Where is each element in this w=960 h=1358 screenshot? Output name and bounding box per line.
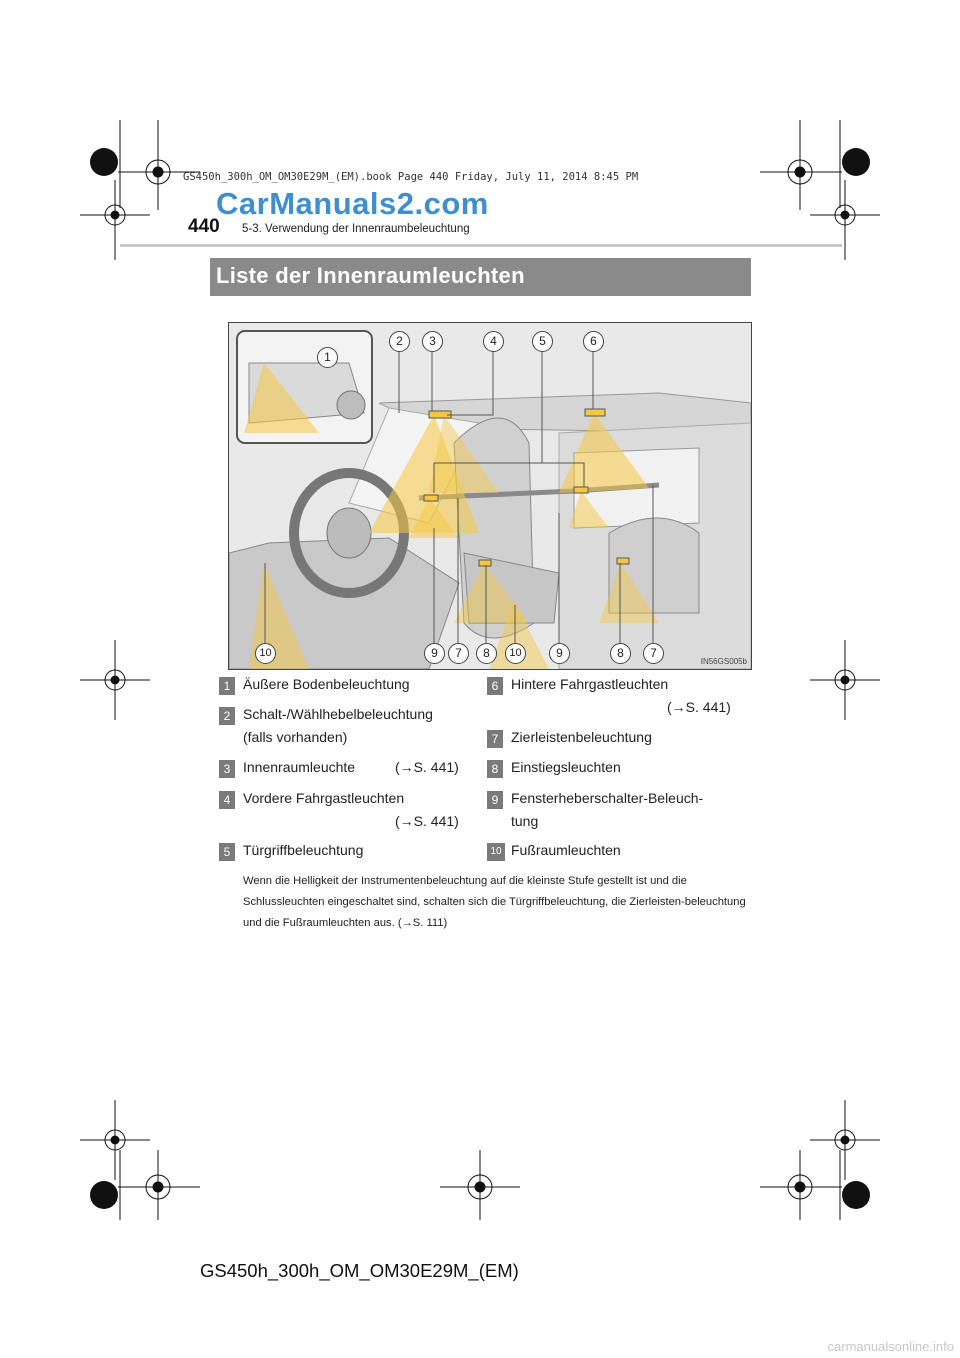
callout-top-3: 3 — [422, 331, 443, 352]
legend-right-column — [487, 676, 747, 866]
legend-text: Hintere Fahrgastleuchten — [511, 676, 669, 692]
legend-number: 5 — [219, 843, 235, 861]
document-footer: GS450h_300h_OM_OM30E29M_(EM) — [200, 1260, 519, 1281]
legend-number: 10 — [487, 843, 505, 861]
legend-number: 8 — [487, 760, 503, 778]
book-file-line: GS450h_300h_OM_OM30E29M_(EM).book Page 440 Friday, July 11, 2014 8:45 PM — [183, 171, 639, 183]
callout-bottom-10: 10 — [255, 643, 276, 664]
page-reference[interactable]: (→S. 441) — [667, 699, 731, 715]
interior-lights-figure — [228, 322, 752, 670]
callout-bottom-7: 7 — [448, 643, 469, 664]
watermark-logo: CarManuals2.com — [216, 186, 489, 221]
legend-text: Vordere Fahrgastleuchten — [243, 790, 405, 806]
legend-number: 2 — [219, 707, 235, 725]
callout-top-2: 2 — [389, 331, 410, 352]
figure-code: IN56GS005b — [700, 657, 747, 666]
callout-bottom-8b: 8 — [610, 643, 631, 664]
legend-text: Fensterheberschalter-Beleuch- — [511, 790, 704, 806]
callout-1: 1 — [317, 347, 338, 368]
legend-number: 4 — [219, 791, 235, 809]
info-note: Wenn die Helligkeit der Instrumentenbeleuchtung auf die kleinste Stufe gestellt ist und die Schlussleuchten eingeschaltet sind, schalten sich die Türgriffbeleuchtung, die Zierleisten-beleuchtung und die Fußraumleuchten aus. (→S. 111) — [243, 875, 746, 929]
legend-text: Schalt-/Wählhebelbeleuchtung — [243, 706, 433, 722]
legend-number: 1 — [219, 677, 235, 695]
page-reference[interactable]: (→S. 441) — [395, 759, 459, 775]
header-rule — [120, 244, 842, 247]
car-interior-illustration — [229, 323, 751, 669]
legend-text: Fußraumleuchten — [511, 842, 621, 858]
callout-bottom-9b: 9 — [549, 643, 570, 664]
legend-text-cont: (falls vorhanden) — [243, 729, 348, 745]
page-title: Liste der Innenraumleuchten — [216, 263, 525, 288]
callout-bottom-9: 9 — [424, 643, 445, 664]
page-reference[interactable]: (→S. 441) — [395, 813, 459, 829]
legend-number: 6 — [487, 677, 503, 695]
callout-top-4: 4 — [483, 331, 504, 352]
callout-bottom-10b: 10 — [505, 643, 526, 664]
callout-bottom-7b: 7 — [643, 643, 664, 664]
legend-number: 3 — [219, 760, 235, 778]
legend-text: Türgriffbeleuchtung — [243, 842, 364, 858]
legend-text: Innenraumleuchte — [243, 759, 356, 775]
callout-top-6: 6 — [583, 331, 604, 352]
legend-text: Einstiegsleuchten — [511, 759, 621, 775]
legend-text-cont: tung — [511, 813, 539, 829]
page-number: 440 — [188, 216, 220, 237]
callout-bottom-8: 8 — [476, 643, 497, 664]
legend-number: 9 — [487, 791, 503, 809]
callout-top-5: 5 — [532, 331, 553, 352]
legend-number: 7 — [487, 730, 503, 748]
legend-left-column — [219, 676, 469, 866]
bottom-watermark: carmanualsonline.info — [827, 1339, 954, 1354]
legend-text: Zierleistenbeleuchtung — [511, 729, 652, 745]
section-heading: 5-3. Verwendung der Innenraumbeleuchtung — [242, 223, 470, 235]
legend-text: Äußere Bodenbeleuchtung — [243, 676, 410, 692]
